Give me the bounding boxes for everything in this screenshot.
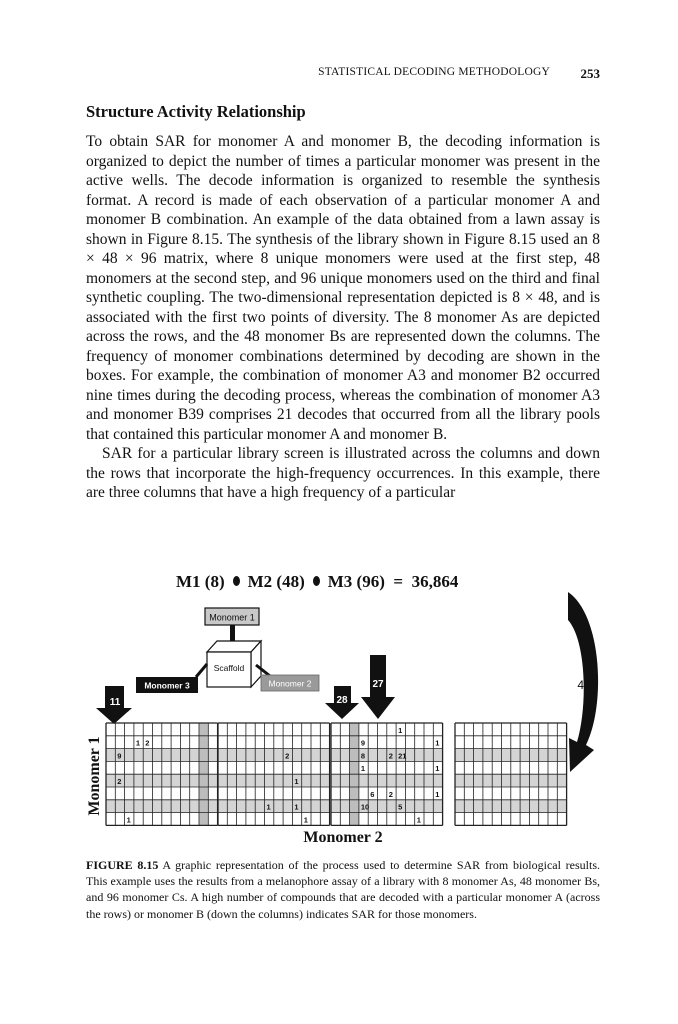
monomer3-box bbox=[136, 677, 198, 693]
grid-value: 5 bbox=[398, 802, 403, 812]
arrow-11-label: 11 bbox=[109, 697, 121, 708]
monomer1-label: Monomer 1 bbox=[209, 612, 255, 623]
arrow-27-label: 27 bbox=[372, 679, 384, 690]
formula-m1: M1 (8) bbox=[176, 572, 225, 591]
formula-m2: M2 (48) bbox=[247, 572, 305, 591]
grid-value: 1 bbox=[398, 725, 403, 735]
running-title: STATISTICAL DECODING METHODOLOGY bbox=[318, 66, 550, 78]
caption-text: A graphic representation of the process used to determine SAR from biological results. This example uses the results from a melanophore assay of a library with 8 monomer As, 48 monomer Bs, and 96 monomer Cs. A high number of compounds that are decoded with a particular monomer A (across the rows) or monomer B (down the columns) indicates SAR for those monomers. bbox=[86, 858, 600, 921]
grid-value: 6 bbox=[370, 789, 375, 799]
arrow-28-label: 28 bbox=[336, 695, 348, 706]
grid-value: 1 bbox=[435, 764, 440, 774]
formula-m3: M3 (96) bbox=[327, 572, 385, 591]
decode-grid bbox=[106, 723, 567, 825]
monomer3-label: Monomer 3 bbox=[144, 680, 190, 691]
bond-line bbox=[196, 664, 207, 677]
arrow-42-label: 42 bbox=[577, 678, 591, 692]
grid-value: 1 bbox=[416, 815, 421, 825]
formula-equals: = bbox=[393, 572, 404, 591]
grid-value: 1 bbox=[135, 738, 141, 748]
grid-value: 2 bbox=[145, 738, 150, 748]
monomer2-label: Monomer 2 bbox=[268, 678, 312, 689]
scaffold-label: Scaffold bbox=[213, 663, 245, 673]
grid-value: 2 bbox=[388, 789, 393, 799]
grid-value: 9 bbox=[117, 751, 122, 761]
paragraph-2: SAR for a particular library screen is illustrated across the columns and down the rows that incorporate the high-frequency occurrences. In this example, there are three columns that have a high frequency of a particular bbox=[86, 445, 600, 501]
grid-value: 1 bbox=[303, 815, 308, 825]
page-number: 253 bbox=[580, 66, 600, 81]
figure-caption bbox=[86, 857, 600, 922]
grid-value: 8 bbox=[360, 751, 366, 761]
scaffold-cube bbox=[207, 641, 261, 687]
grid-value: 9 bbox=[360, 738, 366, 748]
caption-label: FIGURE 8.15 bbox=[86, 858, 159, 872]
grid-value: 2 bbox=[285, 751, 290, 761]
grid-value: 10 bbox=[360, 802, 370, 812]
paragraph-1: To obtain SAR for monomer A and monomer B, the decoding information is organized to depict the number of times a particular monomer was present in the active wells. The decode information is organized to resemble the synthesis format. A record is made of each observation of a particular monomer A and monomer B combination. An example of the data obtained from a lawn assay is shown in Figure 8.15. The synthesis of the library shown in Figure 8.15 used an 8 × 48 × 96 matrix, where 8 unique monomers were used at the first step, 48 monomers at the second step, and 96 unique monomers used on the third and final synthetic coupling. The two-dimensional representation depicted is 8 × 48, and is associated with the first two points of diversity. The 8 monomer As are depicted across the rows, and the 48 monomer Bs are represented down the columns. The frequency of monomer combinations determined by decoding are shown in the boxes. For example, the combination of monomer A3 and monomer B2 occurred nine times during the decoding process, whereas the combination of monomer A3 and monomer B39 comprises 21 decodes that occurred from all the library pools that contained this particular monomer A and monomer B. bbox=[86, 133, 600, 443]
grid-value: 1 bbox=[435, 738, 440, 748]
arrow-11 bbox=[96, 686, 132, 724]
grid-value: 1 bbox=[294, 802, 299, 812]
x-axis-label: Monomer 2 bbox=[303, 829, 383, 846]
grid-value: 2 bbox=[388, 751, 393, 761]
arrow-28 bbox=[325, 686, 359, 719]
arrow-27 bbox=[361, 655, 395, 719]
grid-value: 2 bbox=[117, 777, 122, 786]
monomer2-box bbox=[261, 675, 319, 691]
monomer1-box bbox=[205, 608, 259, 625]
grid-value: 1 bbox=[360, 764, 366, 774]
section-heading: Structure Activity Relationship bbox=[86, 102, 306, 121]
grid-value: 1 bbox=[266, 802, 271, 812]
y-axis-label: Monomer 1 bbox=[86, 736, 103, 816]
grid-value: 21 bbox=[398, 751, 407, 761]
grid-value: 1 bbox=[435, 789, 440, 799]
arrow-42 bbox=[568, 592, 598, 772]
grid-value: 1 bbox=[294, 777, 299, 786]
bond-line bbox=[230, 625, 235, 643]
grid-value: 1 bbox=[126, 815, 131, 825]
formula-total: 36,864 bbox=[411, 572, 459, 591]
